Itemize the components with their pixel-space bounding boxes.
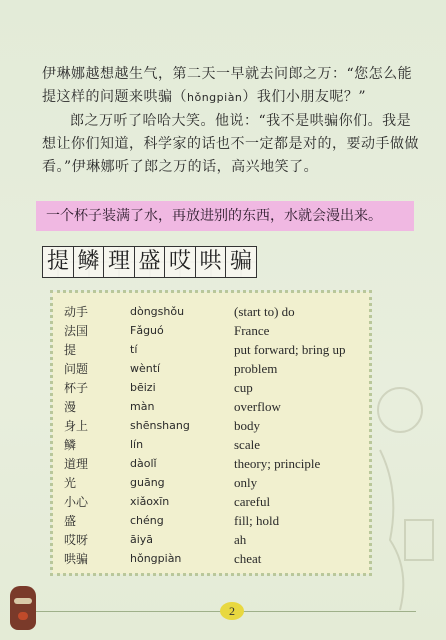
vocab-row [56,321,366,341]
vocab-chinese: 哎呀 [64,533,89,547]
story-paragraph-1 [42,63,420,109]
page-number: 2 [220,602,244,620]
vocab-english: overflow [234,399,281,414]
highlight-sentence: 一个杯子装满了水，再放进别的东西，水就会漫出来。 [36,201,414,231]
vocab-row [56,549,366,569]
paragraph-text: 伊琳娜越想越生气，第二天一早就去问郎之万：“您怎么能提这样的问题来哄骗（ [42,66,413,105]
vocab-row [56,397,366,417]
paragraph-text: 郎之万听了哈哈大笑。他说：“我不是哄骗你们。我是想让你们知道，科学家的话也不一定都是对的，要动手做做看。”伊琳娜听了郎之万的话，高兴地笑了。 [42,113,419,175]
vocab-row [56,454,366,474]
background-illustration [360,370,440,620]
vocab-english: ah [234,532,247,547]
vocab-english: fill; hold [234,513,280,528]
vocab-chinese: 道理 [64,457,89,471]
vocab-chinese: 身上 [64,419,89,433]
character-box: 鳞 [73,246,105,278]
vocab-chinese: 漫 [64,400,77,414]
story-paragraph-2 [42,110,420,179]
mask-ornament-icon [10,586,36,630]
vocabulary-table [52,292,370,574]
vocab-row [56,492,366,512]
vocab-chinese: 光 [64,476,77,490]
vocab-pinyin: tí [130,343,138,356]
vocab-english: theory; principle [234,456,321,471]
vocab-english: cheat [234,551,262,566]
vocab-pinyin: shēnshang [130,419,190,432]
vocab-pinyin: guāng [130,476,165,489]
vocab-row [56,511,366,531]
vocab-chinese: 提 [64,343,77,357]
vocab-pinyin: bēizi [130,381,156,394]
vocab-pinyin: Fǎguó [130,324,164,337]
vocab-row [56,435,366,455]
vocab-row [56,378,366,398]
vocab-pinyin: āiyā [130,533,154,546]
new-characters-row [42,246,256,278]
vocab-english: careful [234,494,271,509]
character-box: 哄 [195,246,227,278]
pinyin-annotation: hǒngpiàn [187,91,243,104]
vocab-english: France [234,323,270,338]
vocab-chinese: 法国 [64,324,89,338]
vocab-chinese: 鳞 [64,438,77,452]
vocab-english: put forward; bring up [234,342,346,357]
character-box: 哎 [164,246,196,278]
character-box: 盛 [134,246,166,278]
vocab-row [56,340,366,360]
vocab-pinyin: hǒngpiàn [130,552,182,565]
character-box: 提 [42,246,74,278]
vocab-chinese: 盛 [64,514,77,528]
vocab-chinese: 问题 [64,362,89,376]
vocab-chinese: 小心 [64,495,89,509]
vocab-pinyin: dàolǐ [130,457,157,470]
vocab-english: only [234,475,258,490]
vocab-english: cup [234,380,253,395]
vocab-pinyin: màn [130,400,155,413]
vocab-pinyin: chéng [130,514,164,527]
vocab-row [56,302,366,322]
vocab-row [56,416,366,436]
vocab-row [56,359,366,379]
vocab-english: (start to) do [234,304,295,319]
vocab-pinyin: lín [130,438,144,451]
vocab-pinyin: dòngshǒu [130,305,185,318]
character-box: 骗 [225,246,257,278]
vocab-pinyin: wèntí [130,362,161,375]
vocab-chinese: 杯子 [64,381,89,395]
vocab-english: body [234,418,260,433]
vocab-chinese: 动手 [64,305,89,319]
character-box: 理 [103,246,135,278]
vocab-chinese: 哄骗 [64,552,89,566]
vocab-row [56,530,366,550]
vocab-english: scale [234,437,260,452]
vocab-english: problem [234,361,278,376]
vocab-pinyin: xiǎoxīn [130,495,170,508]
paragraph-text: ）我们小朋友呢？” [242,89,367,105]
vocab-row [56,473,366,493]
